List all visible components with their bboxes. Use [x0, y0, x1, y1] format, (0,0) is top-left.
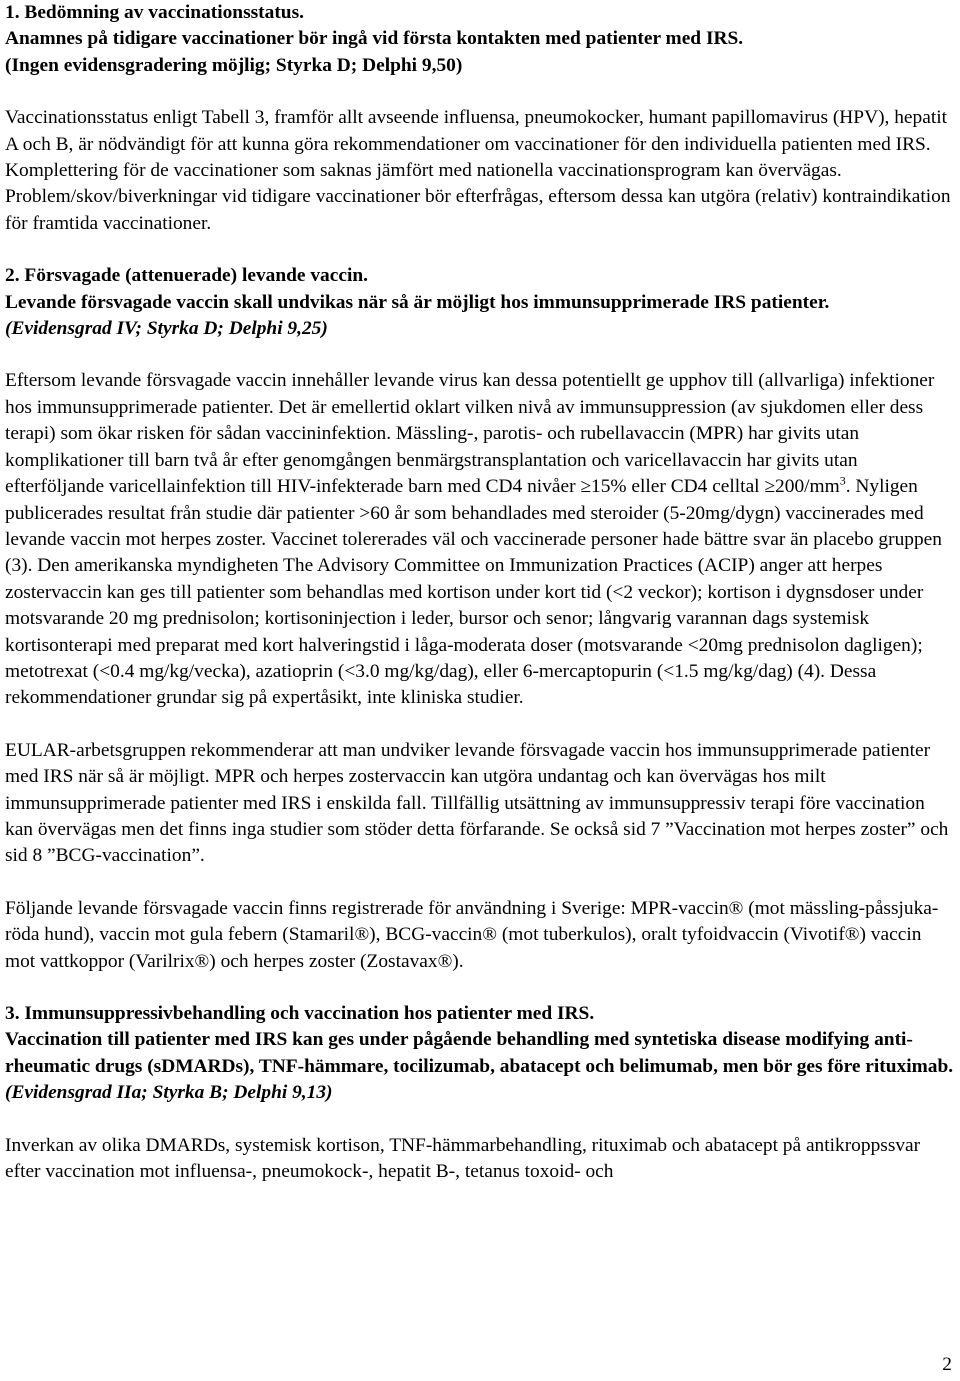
section-1-paragraph: Vaccinationsstatus enligt Tabell 3, framför allt avseende influensa, pneumokocker, humant papillomavirus (HPV), hepatit A och B, är nödvändigt för att kunna göra rekommendationer om vaccinationer för den individuella patienten med IRS. Komplettering för de vaccinationer som saknas jämfört med nationella vaccinationsprogram kan övervägas. Problem/skov/biverkningar vid tidigare vaccinationer bör efterfrågas, eftersom dessa kan utgöra (relativ) kontraindikation för framtida vaccinationer.	[5, 107, 951, 234]
section-3-recommendation	[5, 1027, 955, 1106]
section-3-paragraph: Inverkan av olika DMARDs, systemisk kortison, TNF-hämmarbehandling, rituximab och abatacept på antikroppssvar efter vaccination mot influensa-, pneumokock-, hepatit B-, tetanus toxoid- och	[5, 1134, 921, 1183]
section-1-heading: 1. Bedömning av vaccinationsstatus.	[5, 2, 304, 23]
section-2-paragraph-3: Följande levande försvagade vaccin finns registrerade för användning i Sverige: MPR-vaccin® (mot mässling-påssjuka-röda hund), vaccin mot gula febern (Stamaril®), BCG-vaccin® (mot tuberkulos), oralt tyfoidvaccin (Vivotif®) vaccin mot vattkoppor (Varilrix®) och herpes zoster (Zostavax®).	[5, 897, 939, 972]
section-2-recommendation: Levande försvagade vaccin skall undvikas när så är möjligt hos immunsupprimerade IRS patienter.	[5, 291, 830, 313]
section-2-paragraph-1	[5, 368, 955, 711]
section-3-rec-text: Vaccination till patienter med IRS kan ges under pågående behandling med syntetiska disease modifying anti-rheumatic drugs (sDMARDs), TNF-hämmare, tocilizumab, abatacept och belimumab, men bör ges före rituximab.	[5, 1029, 954, 1077]
section-3-heading: 3. Immunsuppressivbehandling och vaccination hos patienter med IRS.	[5, 1003, 595, 1024]
section-2-paragraph-1-part-b: . Nyligen publicerades resultat från studie där patienter >60 år som behandlades med steroider (5-20mg/dygn) vaccinerades med levande vaccin mot herpes zoster. Vaccinet tolererades väl och vaccinerade personer hade bättre svar än placebo gruppen (3). Den amerikanska myndigheten The Advisory Committee on Immunization Practices (ACIP) anger att herpes zostervaccin kan ges till patienter som behandlas med kortison under kort tid (<2 veckor); kortison i dygnsdoser under motsvarande 20 mg prednisolon; kortisoninjection i leder, bursor och senor; långvarig varannan dags systemisk kortisonterapi med preparat med kort halveringstid i låga-moderata doser (motsvarande <20mg prednisolon dagligen); metotrexat (<0.4 mg/kg/vecka), azatioprin (<3.0 mg/kg/dag), eller 6-mercaptopurin (<1.5 mg/kg/dag) (4). Dessa rekommendationer grundar sig på expertåsikt, inte kliniska studier.	[5, 476, 942, 709]
section-2-paragraph-1-part-a: Eftersom levande försvagade vaccin innehåller levande virus kan dessa potentiellt ge upphov till (allvarliga) infektioner hos immunsupprimerade patienter. Det är emellertid oklart vilken nivå av immunsuppression (av sjukdomen eller dess terapi) som ökar risken för sådan vaccininfektion. Mässling-, parotis- och rubellavaccin (MPR) har givits utan komplikationer till barn två år efter genomgången benmärgstransplantation och varicellavaccin har givits utan efterföljande varicellainfektion till HIV-infekterade barn med CD4 nivåer ≥15% eller CD4 celltal ≥200/mm	[5, 370, 935, 498]
section-2-grade: (Evidensgrad IV; Styrka D; Delphi 9,25)	[5, 318, 328, 340]
section-3-grade: (Evidensgrad IIa; Styrka B; Delphi 9,13)	[5, 1082, 333, 1104]
page-number: 2	[942, 1354, 952, 1375]
document-page	[5, 0, 955, 1185]
section-1-grade: (Ingen evidensgradering möjlig; Styrka D; Delphi 9,50)	[5, 54, 463, 76]
superscript: 3	[839, 473, 846, 488]
section-2-heading: 2. Försvagade (attenuerade) levande vaccin.	[5, 265, 368, 287]
section-2-paragraph-2: EULAR-arbetsgruppen rekommenderar att man undviker levande försvagade vaccin hos immunsupprimerade patienter med IRS när så är möjligt. MPR och herpes zostervaccin kan utgöra undantag och kan övervägas hos milt immunsupprimerade patienter med IRS i enskilda fall. Tillfällig utsättning av immunsuppressiv terapi före vaccination kan övervägas men det finns inga studier som stöder detta förfarande. Se också sid 7 ”Vaccination mot herpes zoster” och sid 8 ”BCG-vaccination”.	[5, 739, 949, 867]
section-1-recommendation: Anamnes på tidigare vaccinationer bör ingå vid första kontakten med patienter med IRS.	[5, 28, 744, 50]
